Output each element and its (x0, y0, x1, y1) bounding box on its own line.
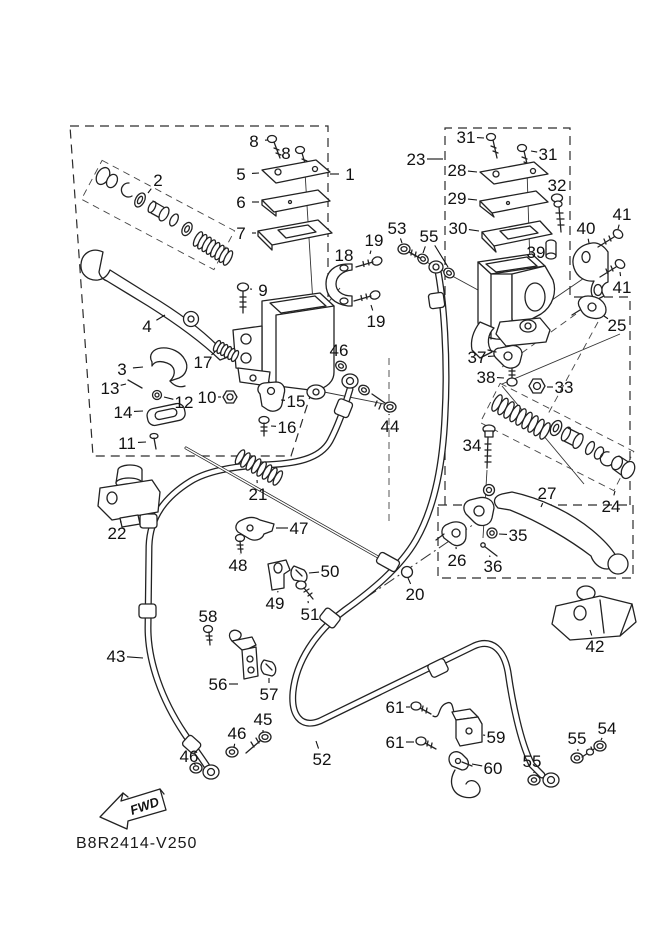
bolt-61-lower (416, 737, 436, 749)
cable-holder-15 (258, 382, 285, 411)
leader-line (148, 189, 151, 193)
cable-holder-26 (436, 522, 466, 546)
leader-line (472, 764, 482, 766)
part-number-label-16: 16 (277, 418, 297, 437)
bolt-48 (236, 535, 245, 554)
part-number-label-4: 4 (142, 317, 152, 336)
leader-line (133, 367, 143, 368)
part-number-label-49: 49 (265, 594, 285, 613)
part-number-label-12: 12 (174, 393, 194, 412)
clip-50 (291, 566, 307, 582)
circlip-icon (600, 452, 612, 466)
banjo-eye (429, 261, 443, 273)
part-number-label-8: 8 (281, 144, 291, 163)
part-number-label-31: 31 (538, 145, 558, 164)
bolt-58 (204, 626, 213, 646)
brake-lever-left (81, 250, 228, 360)
leader-line (408, 578, 411, 584)
part-number-label-55: 55 (419, 227, 439, 246)
bracket-49 (268, 560, 290, 590)
rivet-11 (150, 434, 158, 450)
leader-line (469, 230, 479, 231)
spring-icon (192, 231, 235, 267)
part-number-label-52: 52 (312, 750, 332, 769)
hose-collar (139, 604, 156, 618)
leader-line (127, 657, 143, 658)
part-number-label-47: 47 (289, 519, 309, 538)
banjo-bolt-53 (398, 244, 420, 258)
part-number-label-46: 46 (179, 747, 199, 766)
banjo-eye (203, 765, 219, 779)
part-number-label-59: 59 (486, 728, 506, 747)
leader-line (371, 305, 373, 311)
lever-holder-42 (552, 586, 636, 640)
banjo-eye (543, 773, 559, 787)
part-number-label-42: 42 (585, 637, 605, 656)
part-number-label-57: 57 (259, 685, 279, 704)
handlebar-clamp-18 (326, 264, 352, 306)
nut-10 (223, 391, 237, 403)
part-number-label-28: 28 (447, 161, 467, 180)
hose-collar (140, 514, 157, 528)
leader-line (316, 741, 319, 749)
piston-kit-right (490, 393, 638, 480)
circlip-icon (121, 183, 132, 197)
bracket-56 (230, 630, 258, 679)
pin-36 (481, 543, 497, 556)
part-number-label-3: 3 (117, 360, 127, 379)
fwd-direction-arrow (100, 789, 166, 829)
part-number-label-22: 22 (107, 524, 127, 543)
clamp-3 (151, 348, 187, 387)
diaphragm-plate-right (480, 191, 548, 217)
part-number-label-58: 58 (198, 607, 218, 626)
part-number-label-46: 46 (329, 341, 349, 360)
clamp-60 (449, 752, 472, 770)
washer-12 (153, 391, 162, 400)
hose-collar (334, 398, 354, 418)
piston-kit-left (93, 165, 234, 266)
throttle-cable (186, 448, 413, 578)
banjo-bolt-45 (246, 732, 271, 753)
reservoir-screws-right (487, 134, 530, 169)
part-number-label-38: 38 (476, 368, 496, 387)
bracket-40 (573, 243, 608, 300)
part-number-label-41: 41 (612, 278, 632, 297)
boot-39 (546, 240, 556, 259)
part-number-label-20: 20 (405, 585, 425, 604)
banjo-boss-left (307, 385, 325, 399)
leader-line (370, 251, 371, 254)
part-number-label-55: 55 (522, 752, 542, 771)
clamp-bolts-19 (354, 256, 383, 301)
part-number-label-2: 2 (153, 171, 163, 190)
part-number-label-18: 18 (334, 246, 354, 265)
bolt-61-upper (411, 702, 431, 714)
part-number-label-26: 26 (447, 551, 467, 570)
hose-collar (428, 292, 445, 309)
bracket-59 (452, 709, 482, 746)
plate-25 (572, 296, 606, 319)
part-number-label-50: 50 (320, 562, 340, 581)
part-number-label-61: 61 (385, 698, 405, 717)
part-number-label-23: 23 (406, 150, 426, 169)
lever-bracket-left (233, 326, 262, 372)
bolt-16 (259, 417, 269, 437)
part-number-label-41: 41 (612, 205, 632, 224)
reservoir-cap-right (480, 162, 548, 184)
part-number-label-30: 30 (448, 219, 468, 238)
part-number-label-8: 8 (249, 132, 259, 151)
part-number-label-25: 25 (607, 316, 627, 335)
screw-9 (238, 283, 249, 313)
leader-line (120, 521, 121, 523)
part-number-label-9: 9 (258, 281, 268, 300)
leader-line (423, 246, 425, 253)
leader-line (468, 199, 477, 200)
leader-line (618, 225, 619, 229)
part-number-label-21: 21 (248, 485, 268, 504)
part-number-label-36: 36 (483, 557, 503, 576)
part-number-label-15: 15 (286, 392, 306, 411)
part-number-label-19: 19 (366, 312, 386, 331)
leader-line (601, 738, 602, 740)
diagram-part-code: B8R2414-V250 (76, 835, 198, 852)
part-number-label-19: 19 (364, 231, 384, 250)
part-number-label-14: 14 (113, 403, 133, 422)
part-number-label-6: 6 (236, 193, 246, 212)
leader-line (234, 744, 235, 747)
reservoir-cap-left (262, 160, 330, 183)
washer-35 (487, 528, 497, 538)
bolt-51 (296, 581, 313, 599)
part-number-label-10: 10 (197, 388, 217, 407)
leader-line (121, 384, 126, 385)
part-number-label-43: 43 (106, 647, 126, 666)
part-number-label-44: 44 (380, 417, 400, 436)
part-number-label-45: 45 (253, 710, 273, 729)
part-number-label-17: 17 (193, 353, 213, 372)
part-number-label-31: 31 (456, 128, 476, 147)
part-number-label-37: 37 (467, 348, 487, 367)
banjo-bolt-44 (372, 394, 396, 412)
part-number-label-7: 7 (236, 224, 246, 243)
banjo-eye (342, 374, 358, 388)
leader-line (614, 491, 615, 495)
part-number-label-48: 48 (228, 556, 248, 575)
master-cylinder-body-right (471, 254, 554, 358)
part-number-label-51: 51 (300, 605, 320, 624)
clip-57 (261, 660, 276, 676)
leader-line (164, 397, 173, 399)
part-number-label-24: 24 (601, 497, 621, 516)
leader-line (531, 151, 537, 152)
cable-end-20 (375, 551, 400, 572)
part-number-label-39: 39 (526, 243, 546, 262)
bleed-screw-32 (552, 194, 565, 232)
bolt-34 (483, 425, 495, 468)
leader-line (588, 239, 589, 243)
part-number-label-54: 54 (597, 719, 617, 738)
part-number-label-27: 27 (537, 484, 557, 503)
part-number-label-61: 61 (385, 733, 405, 752)
part-number-label-5: 5 (236, 165, 246, 184)
diaphragm-plate-left (262, 190, 330, 216)
wire-hook-lower (452, 770, 480, 798)
pin-13 (128, 380, 142, 388)
part-number-label-11: 11 (118, 434, 136, 453)
leader-line (620, 272, 621, 276)
cable-joint-37 (488, 345, 522, 368)
leader-line (309, 572, 319, 573)
part-number-labels (101, 128, 632, 778)
part-number-label-55: 55 (567, 729, 587, 748)
master-cylinder-body-left (233, 293, 334, 399)
part-number-label-1: 1 (345, 165, 355, 184)
diaphragm-left (258, 220, 332, 250)
part-number-label-53: 53 (387, 219, 407, 238)
nut-33 (529, 379, 545, 393)
fwd-label: FWD (128, 794, 161, 818)
part-number-label-40: 40 (576, 219, 596, 238)
part-number-label-13: 13 (100, 379, 120, 398)
leader-line (156, 315, 165, 320)
part-number-label-60: 60 (483, 759, 503, 778)
bolt-38 (507, 368, 517, 386)
leader-line (468, 171, 477, 172)
part-number-label-33: 33 (554, 378, 574, 397)
part-number-label-46: 46 (227, 724, 247, 743)
part-number-label-29: 29 (447, 189, 467, 208)
part-number-label-56: 56 (208, 675, 228, 694)
part-number-label-34: 34 (462, 436, 482, 455)
leader-line (400, 238, 402, 243)
part-number-label-35: 35 (508, 526, 528, 545)
part-number-label-32: 32 (547, 176, 567, 195)
